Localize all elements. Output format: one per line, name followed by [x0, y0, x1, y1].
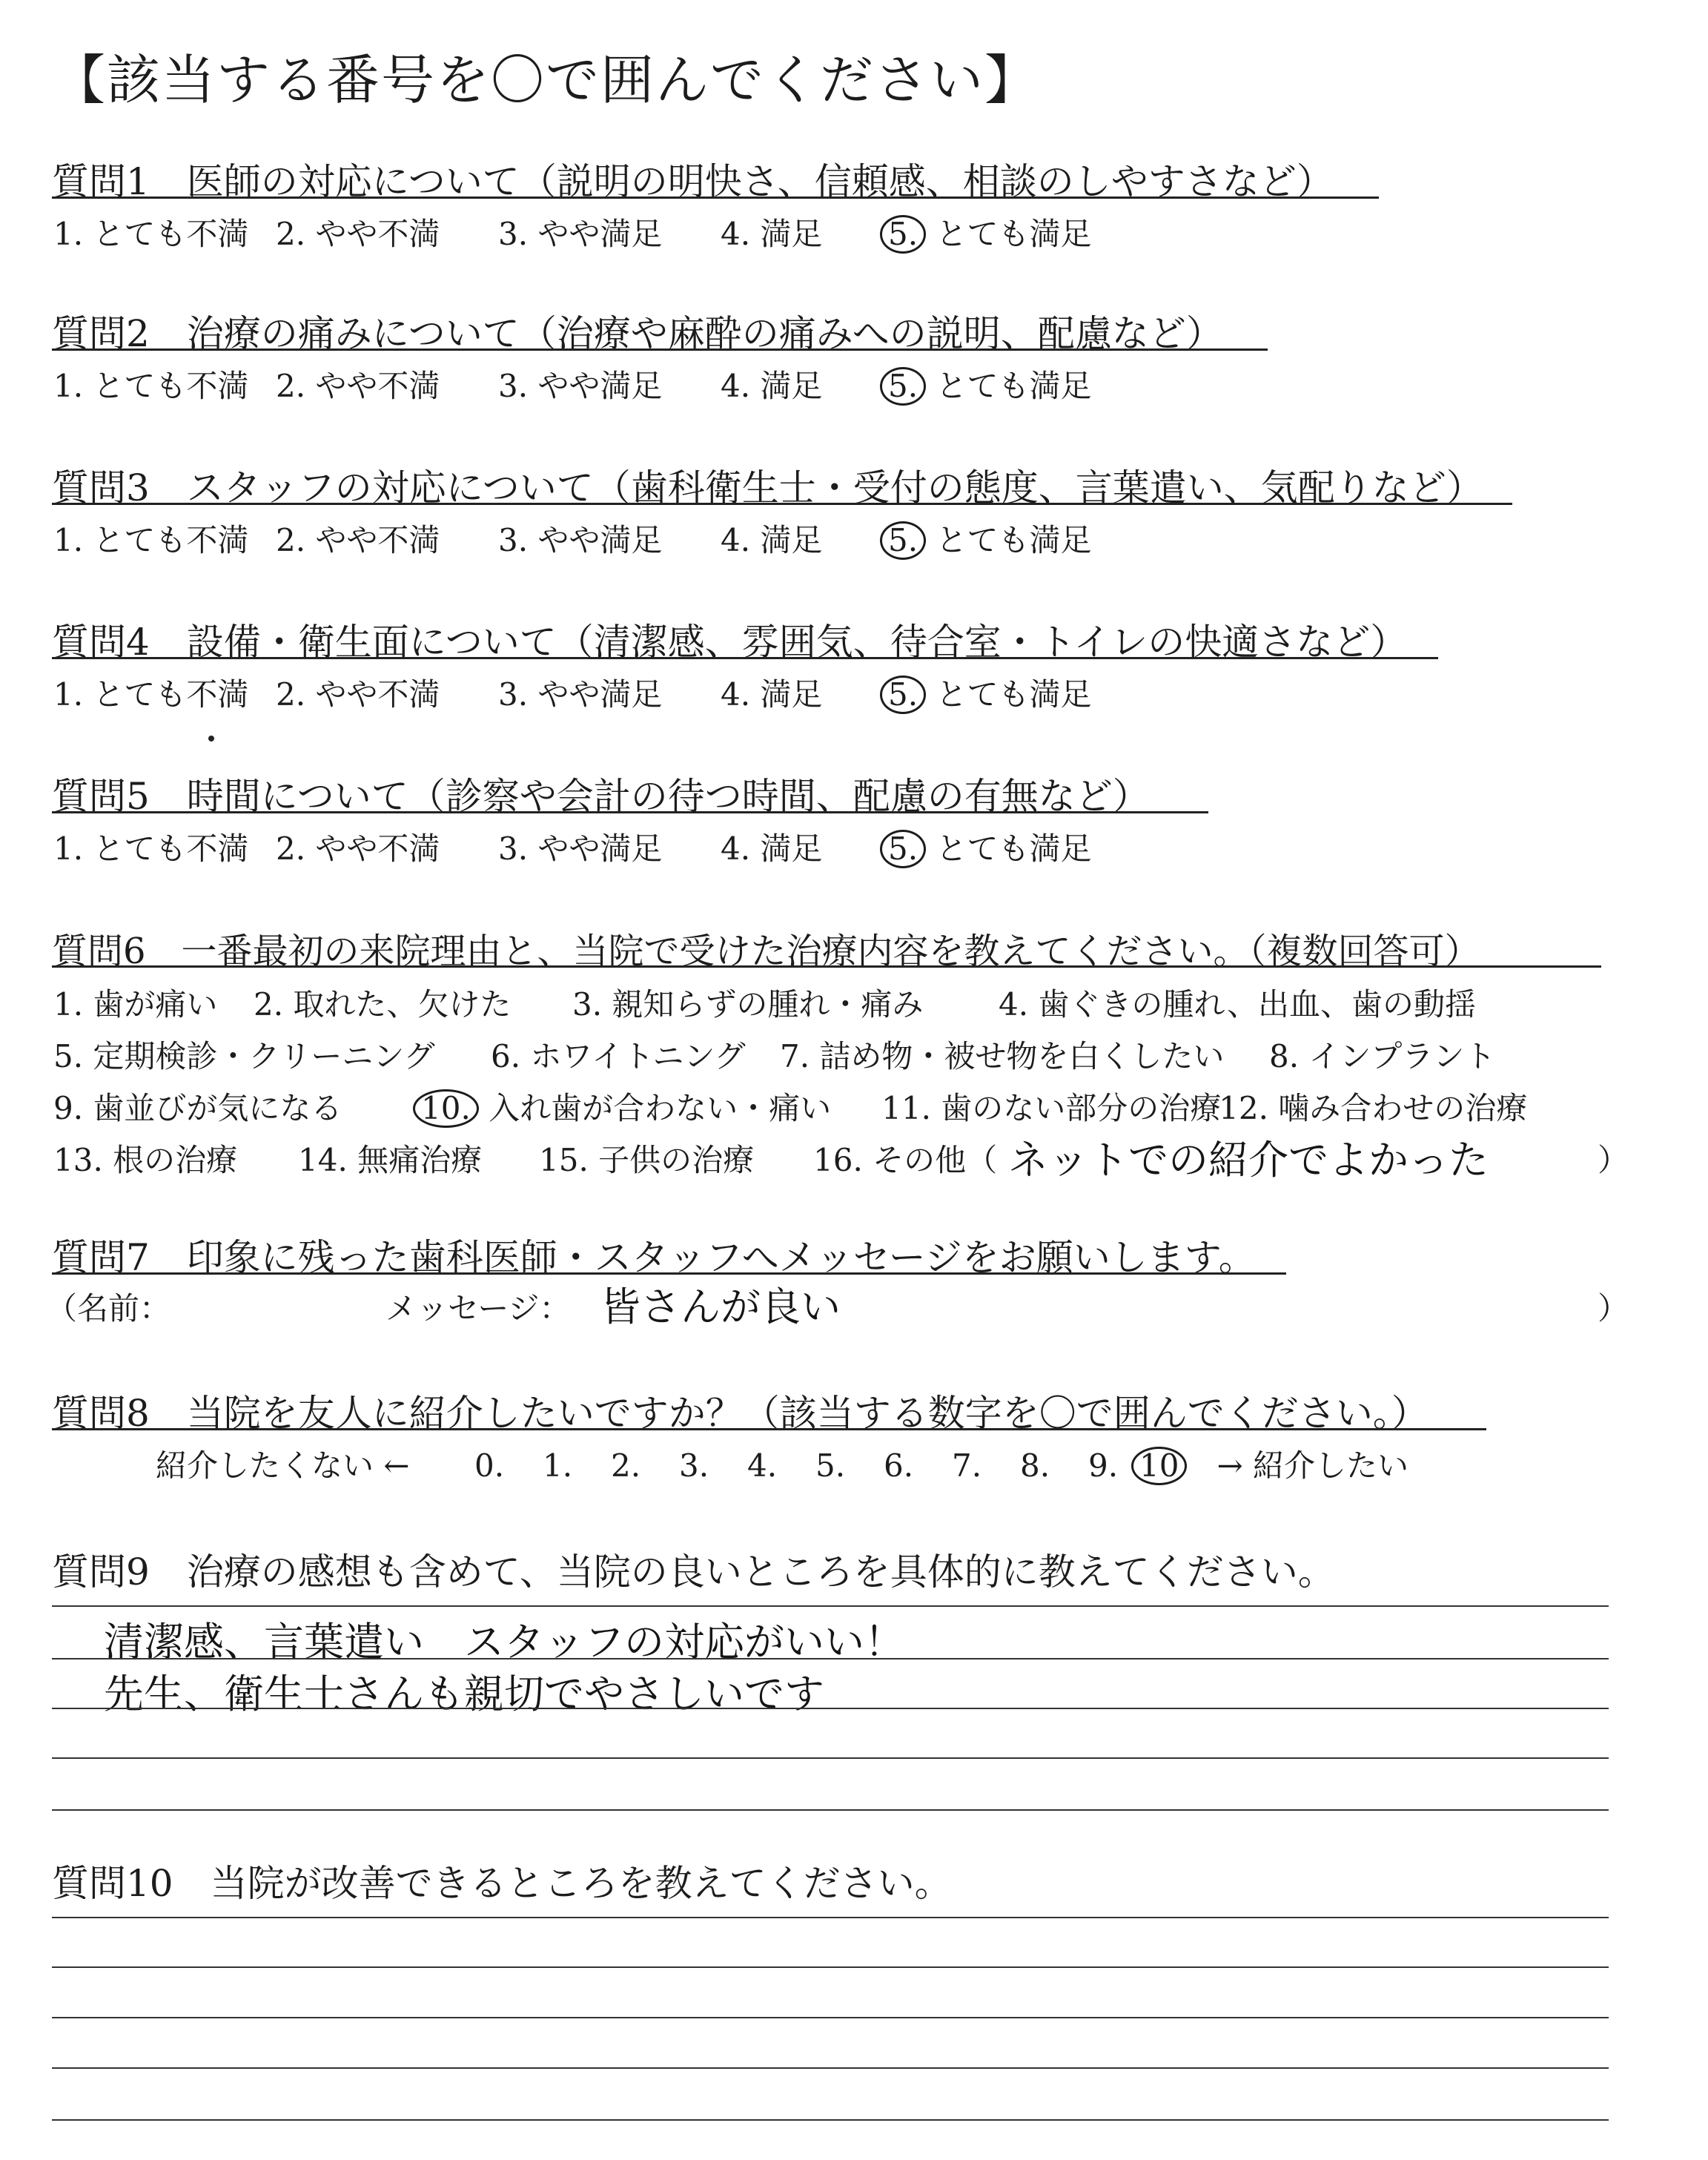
reason-5[interactable]: 5. 定期検診・クリーニング [53, 1038, 435, 1074]
option-5-circled[interactable]: 5. [880, 215, 926, 254]
option-1[interactable]: 1. とても不満 [53, 216, 249, 252]
option-5-label: とても満足 [936, 368, 1092, 404]
option-1[interactable]: 1. とても不満 [53, 522, 249, 558]
question-6-row-4 [53, 1136, 997, 1180]
reason-10-circled[interactable]: 10. [413, 1089, 479, 1128]
question-5-title: 質問5 時間について（診察や会計の待つ時間、配慮の有無など） [52, 775, 1150, 818]
option-1[interactable]: 1. とても不満 [53, 830, 249, 867]
option-5-circled[interactable]: 5. [880, 830, 926, 868]
answer-line [52, 2119, 1609, 2121]
question-4-underline [52, 657, 1438, 659]
question-6-row-3 [53, 1084, 1527, 1129]
message-close-paren: ） [1598, 1290, 1629, 1327]
answer-line [52, 1966, 1609, 1968]
question-1-title: 質問1 医師の対応について（説明の明快さ、信頼感、相談のしやすさなど） [52, 160, 1334, 203]
reason-12[interactable]: 12. 噛み合わせの治療 [1219, 1090, 1528, 1126]
q9-answer-line-1: 清潔感、言葉遣い スタッフの対応がいい！ [104, 1619, 904, 1665]
scale-8[interactable]: 8. [1020, 1447, 1050, 1484]
answer-line [52, 1605, 1609, 1607]
question-3-underline [52, 503, 1512, 505]
reason-6[interactable]: 6. ホワイトニング [491, 1038, 746, 1074]
answer-line [52, 2017, 1609, 2018]
stray-mark [208, 736, 214, 742]
option-5-label: とても満足 [936, 676, 1092, 713]
question-7-title: 質問7 印象に残った歯科医師・スタッフへメッセージをお願いします。 [52, 1236, 1256, 1279]
question-6-underline [52, 965, 1601, 968]
option-3[interactable]: 3. やや満足 [498, 522, 663, 558]
name-label: （名前： [46, 1290, 171, 1327]
reason-10-label: 入れ歯が合わない・痛い [489, 1090, 832, 1126]
option-4[interactable]: 4. 満足 [721, 522, 823, 558]
scale-left-label: 紹介したくない ← [156, 1447, 410, 1484]
scale-10-circled[interactable]: 10 [1131, 1447, 1187, 1485]
reason-3[interactable]: 3. 親知らずの腫れ・痛み [572, 986, 924, 1023]
scale-7[interactable]: 7. [952, 1447, 982, 1484]
question-2-title: 質問2 治療の痛みについて（治療や麻酔の痛みへの説明、配慮など） [52, 312, 1223, 355]
question-6-title: 質問6 一番最初の来院理由と、当院で受けた治療内容を教えてください。（複数回答可） [52, 931, 1480, 972]
option-5-label: とても満足 [936, 830, 1092, 867]
reason-7[interactable]: 7. 詰め物・被せ物を白くしたい [780, 1038, 1225, 1074]
option-5-circled[interactable]: 5. [880, 521, 926, 560]
scale-0[interactable]: 0. [474, 1447, 505, 1484]
question-4-title: 質問4 設備・衛生面について（清潔感、雰囲気、待合室・トイレの快適さなど） [52, 621, 1408, 664]
question-10-title: 質問10 当院が改善できるところを教えてください。 [52, 1862, 952, 1905]
reason-4[interactable]: 4. 歯ぐきの腫れ、出血、歯の動揺 [999, 986, 1476, 1023]
option-4[interactable]: 4. 満足 [721, 368, 823, 404]
option-1[interactable]: 1. とても不満 [53, 368, 249, 404]
question-8-title: 質問8 当院を友人に紹介したいですか？（該当する数字を〇で囲んでください。） [52, 1392, 1429, 1435]
question-3-options [53, 516, 1091, 561]
answer-line [52, 1757, 1609, 1759]
question-1-underline [52, 196, 1379, 199]
other-close-paren: ） [1598, 1142, 1629, 1178]
reason-15[interactable]: 15. 子供の治療 [539, 1142, 755, 1178]
reason-13[interactable]: 13. 根の治療 [53, 1142, 238, 1178]
option-3[interactable]: 3. やや満足 [498, 216, 663, 252]
option-5-circled[interactable]: 5. [880, 367, 926, 406]
scale-5[interactable]: 5. [815, 1447, 846, 1484]
option-1[interactable]: 1. とても不満 [53, 676, 249, 713]
answer-line [52, 2067, 1609, 2069]
question-6-row-2 [53, 1032, 1495, 1077]
question-1-options [53, 210, 1091, 254]
option-2[interactable]: 2. やや不満 [276, 676, 440, 713]
option-4[interactable]: 4. 満足 [721, 830, 823, 867]
option-4[interactable]: 4. 満足 [721, 216, 823, 252]
q9-answer-line-2: 先生、衛生士さんも親切でやさしいです [104, 1671, 824, 1717]
reason-1[interactable]: 1. 歯が痛い [53, 986, 218, 1023]
other-answer-handwritten: ネットでの紹介でよかった [1008, 1137, 1489, 1183]
option-3[interactable]: 3. やや満足 [498, 830, 663, 867]
question-9-title: 質問9 治療の感想も含めて、当院の良いところを具体的に教えてください。 [52, 1550, 1335, 1593]
reason-8[interactable]: 8. インプラント [1269, 1038, 1496, 1074]
reason-2[interactable]: 2. 取れた、欠けた [254, 986, 512, 1023]
option-5-label: とても満足 [936, 216, 1092, 252]
reason-14[interactable]: 14. 無痛治療 [298, 1142, 483, 1178]
scale-3[interactable]: 3. [679, 1447, 709, 1484]
option-4[interactable]: 4. 満足 [721, 676, 823, 713]
option-2[interactable]: 2. やや不満 [276, 216, 440, 252]
option-5-circled[interactable]: 5. [880, 676, 926, 714]
question-2-options [53, 362, 1091, 406]
answer-line [52, 1917, 1609, 1918]
option-2[interactable]: 2. やや不満 [276, 522, 440, 558]
scale-9[interactable]: 9. [1088, 1447, 1119, 1484]
answer-line [52, 1708, 1609, 1709]
answer-line [52, 1658, 1609, 1659]
question-2-underline [52, 349, 1268, 351]
question-6-row-1 [53, 980, 1476, 1025]
scale-1[interactable]: 1. [543, 1447, 573, 1484]
scale-right-label: → 紹介したい [1217, 1447, 1409, 1484]
option-3[interactable]: 3. やや満足 [498, 676, 663, 713]
question-7-underline [52, 1272, 1286, 1275]
scale-4[interactable]: 4. [747, 1447, 778, 1484]
scale-6[interactable]: 6. [884, 1447, 914, 1484]
option-5-label: とても満足 [936, 522, 1092, 558]
question-3-title: 質問3 スタッフの対応について（歯科衛生士・受付の態度、言葉遣い、気配りなど） [52, 466, 1483, 509]
reason-11[interactable]: 11. 歯のない部分の治療 [881, 1090, 1222, 1126]
reason-9[interactable]: 9. 歯並びが気になる [53, 1090, 342, 1126]
message-label: メッセージ： [385, 1290, 571, 1327]
page-title: 【該当する番号を〇で囲んでください】 [52, 49, 1040, 111]
question-8-underline [52, 1428, 1486, 1430]
scale-2[interactable]: 2. [611, 1447, 641, 1484]
reason-16[interactable]: 16. その他（ [813, 1142, 998, 1178]
question-5-options [53, 825, 1091, 869]
answer-line [52, 1809, 1609, 1811]
option-2[interactable]: 2. やや不満 [276, 368, 440, 404]
question-5-underline [52, 811, 1208, 813]
option-2[interactable]: 2. やや不満 [276, 830, 440, 867]
option-3[interactable]: 3. やや満足 [498, 368, 663, 404]
question-4-options [53, 670, 1091, 715]
question-8-scale [156, 1441, 1409, 1486]
message-answer-handwritten: 皆さんが良い [600, 1284, 841, 1330]
